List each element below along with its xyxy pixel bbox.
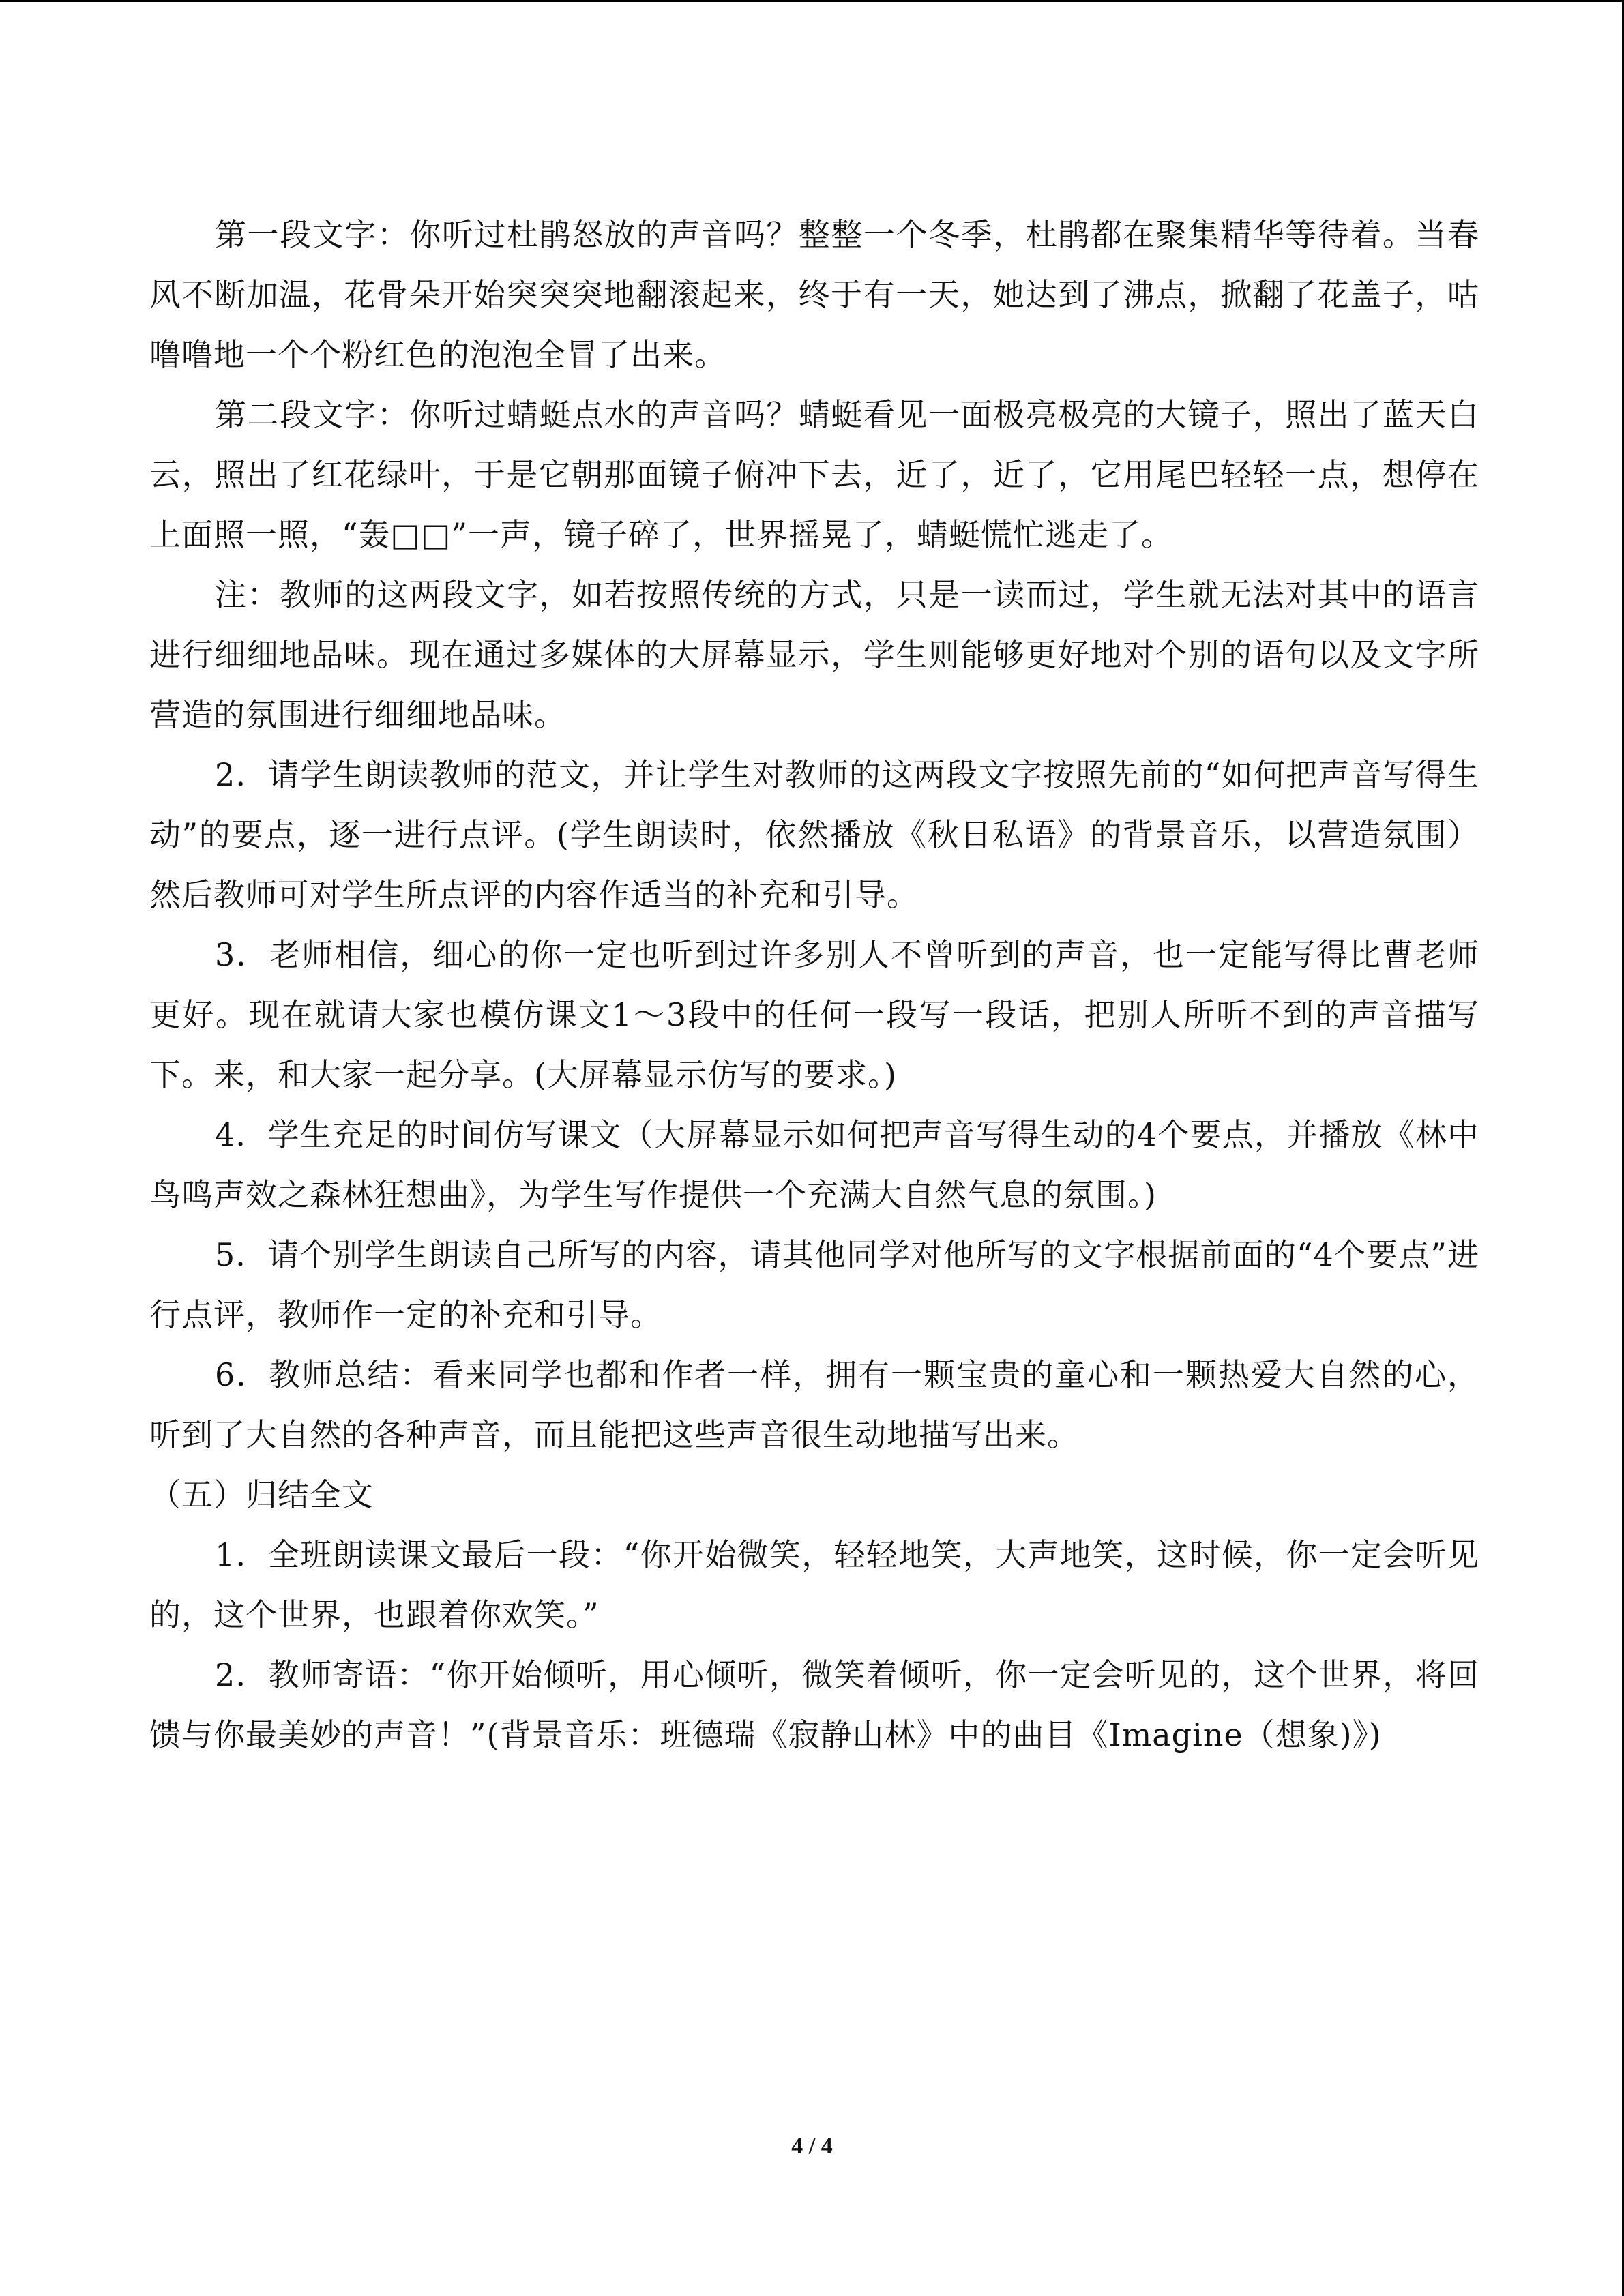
page-number: 4 / 4 [791, 2134, 833, 2159]
paragraph-note: 注：教师的这两段文字，如若按照传统的方式，只是一读而过，学生就无法对其中的语言进行细细地品味。现在通过多媒体的大屏幕显示，学生则能够更好地对个别的语句以及文字所营造的氛围进行细细地品味。 [149, 576, 1479, 733]
paragraph-step-5: 5．请个别学生朗读自己所写的内容，请其他同学对他所写的文字根据前面的“4个要点”进行点评，教师作一定的补充和引导。 [149, 1236, 1479, 1333]
paragraph-closing-1: 1．全班朗读课文最后一段：“你开始微笑，轻轻地笑，大声地笑，这时候，你一定会听见的，这个世界，也跟着你欢笑。” [149, 1536, 1479, 1633]
paragraph-step-4: 4．学生充足的时间仿写课文（大屏幕显示如何把声音写得生动的4个要点，并播放《林中鸟鸣声效之森林狂想曲》，为学生写作提供一个充满大自然气息的氛围。) [149, 1116, 1479, 1213]
page-top-border [0, 0, 1624, 2]
paragraph-closing-2: 2．教师寄语：“你开始倾听，用心倾听，微笑着倾听，你一定会听见的，这个世界，将回馈与你最美妙的声音！”(背景音乐：班德瑞《寂静山林》中的曲目《Imagine（想象)》) [149, 1656, 1479, 1753]
paragraph-first-sample: 第一段文字：你听过杜鹃怒放的声音吗？整整一个冬季，杜鹃都在聚集精华等待着。当春风不断加温，花骨朵开始突突突地翻滚起来，终于有一天，她达到了沸点，掀翻了花盖子，咕噜噜地一个个粉红色的泡泡全冒了出来。 [149, 216, 1479, 373]
paragraph-step-3: 3．老师相信，细心的你一定也听到过许多别人不曾听到的声音，也一定能写得比曹老师更好。现在就请大家也模仿课文1～3段中的任何一段写一段话，把别人所听不到的声音描写下。来，和大家一起分享。(大屏幕显示仿写的要求。) [149, 936, 1479, 1093]
paragraph-second-sample: 第二段文字：你听过蜻蜓点水的声音吗？蜻蜓看见一面极亮极亮的大镜子，照出了蓝天白云，照出了红花绿叶，于是它朝那面镜子俯冲下去，近了，近了，它用尾巴轻轻一点，想停在上面照一照，“轰□□”一声，镜子碎了，世界摇晃了，蜻蜓慌忙逃走了。 [149, 396, 1479, 553]
paragraph-step-2: 2．请学生朗读教师的范文，并让学生对教师的这两段文字按照先前的“如何把声音写得生动”的要点，逐一进行点评。(学生朗读时，依然播放《秋日私语》的背景音乐，以营造氛围）然后教师可对学生所点评的内容作适当的补充和引导。 [149, 756, 1479, 913]
document-body [149, 205, 1479, 1765]
paragraph-step-6: 6．教师总结：看来同学也都和作者一样，拥有一颗宝贵的童心和一颗热爱大自然的心，听到了大自然的各种声音，而且能把这些声音很生动地描写出来。 [149, 1356, 1479, 1453]
section-heading: （五）归结全文 [149, 1476, 374, 1513]
